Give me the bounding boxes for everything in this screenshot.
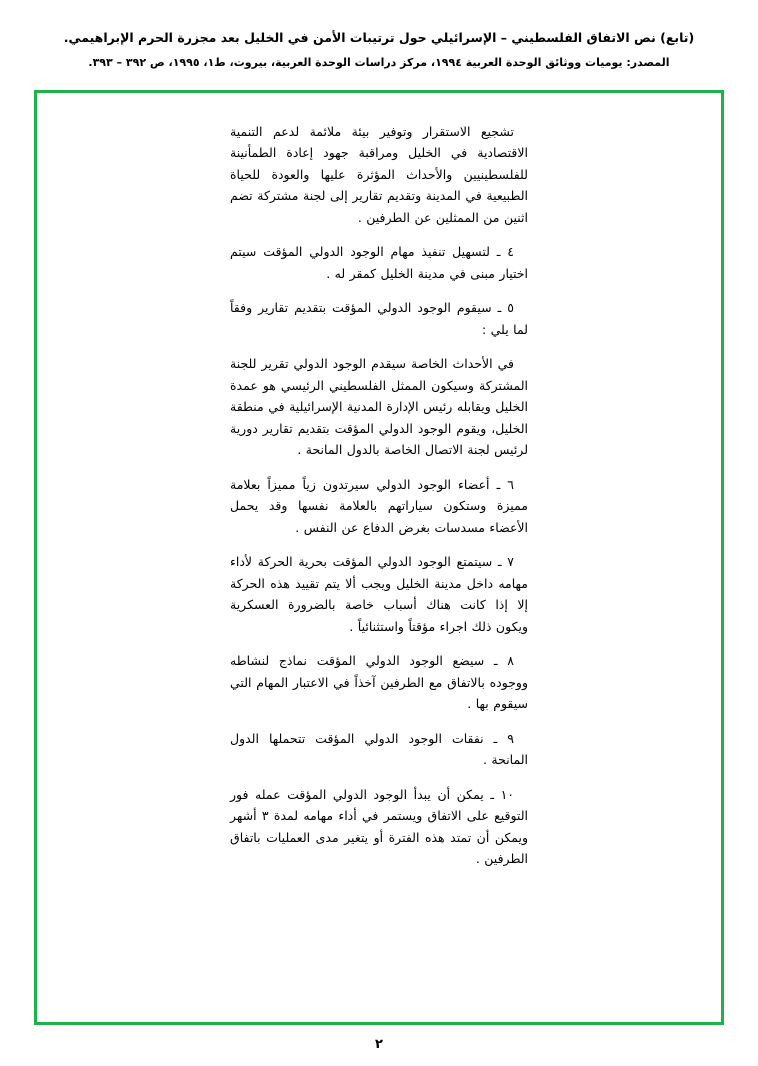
paragraph: ٩ ـ نفقات الوجود الدولي المؤقت تتحملها الدول المانحة . bbox=[230, 730, 528, 768]
page-title: (تابع) نص الاتفاق الفلسطيني – الإسرائيلي حول ترتيبات الأمن في الخليل بعد مجزرة الحرم الإبراهيمي. bbox=[63, 30, 695, 45]
paragraph: ٧ ـ سيتمتع الوجود الدولي المؤقت بحرية الحركة لأداء مهامه داخل مدينة الخليل ويجب ألا يتم تقييد هذه الحركة إلا إذا كانت هناك أسباب خاصة بالضرورة العسكرية ويكون ذلك اجراء مؤقتاً واستثنائياً . bbox=[230, 554, 528, 634]
paragraph: ٨ ـ سيضع الوجود الدولي المؤقت نماذج لنشاطه ووجوده بالاتفاق مع الطرفين آخذاً في الاعتبار المهام التي سيقوم بها . bbox=[230, 653, 528, 712]
paragraph: ٥ ـ سيقوم الوجود الدولي المؤقت بتقديم تقارير وفقاً لما يلي : bbox=[230, 300, 528, 337]
paragraph: ٦ ـ أعضاء الوجود الدولي سيرتدون زياً مميزاً بعلامة مميزة وستكون سياراتهم بالعلامة نفسها وقد يحمل الأعضاء مسدسات بغرض الدفاع عن النفس . bbox=[230, 476, 528, 535]
page-number: ٢ bbox=[375, 1037, 383, 1052]
paragraph: ١٠ ـ يمكن أن يبدأ الوجود الدولي المؤقت عمله فور التوقيع على الاتفاق ويستمر في أداء مهامه لمدة ٣ أشهر ويمكن أن تمتد هذه الفترة أو يتغير مدى العمليات باتفاق الطرفين . bbox=[230, 786, 528, 867]
document-source-line: المصدر: يوميات ووثائق الوحدة العربية ١٩٩٤، مركز دراسات الوحدة العربية، بيروت، ط١، ١٩٩٥، ص ٣٩٢ – ٣٩٣. bbox=[88, 56, 670, 69]
paragraph: تشجيع الاستقرار وتوفير بيئة ملائمة لدعم التنمية الاقتصادية في الخليل ومراقبة جهود إعادة الطمأنينة للفلسطينيين والأحداث المؤثرة عليها والعودة للحياة الطبيعية في المدينة وتقديم تقارير إلى لجنة مشتركة تضم اثنين من الممثلين عن الطرفين . bbox=[230, 123, 528, 225]
paragraph: في الأحداث الخاصة سيقدم الوجود الدولي تقرير للجنة المشتركة وسيكون الممثل الفلسطيني الرئيسي هو عمدة الخليل ويقابله رئيس الإدارة المدنية الإسرائيلية في منطقة الخليل، ويقوم الوجود الدولي المؤقت بتقديم تقارير دورية لرئيس لجنة الاتصال الخاصة بالدول المانحة . bbox=[230, 356, 528, 458]
body-column bbox=[230, 121, 528, 870]
paragraph: ٤ ـ لتسهيل تنفيذ مهام الوجود الدولي المؤقت سيتم اختيار مبنى في مدينة الخليل كمقر له . bbox=[230, 244, 528, 281]
content-frame bbox=[34, 90, 724, 1025]
